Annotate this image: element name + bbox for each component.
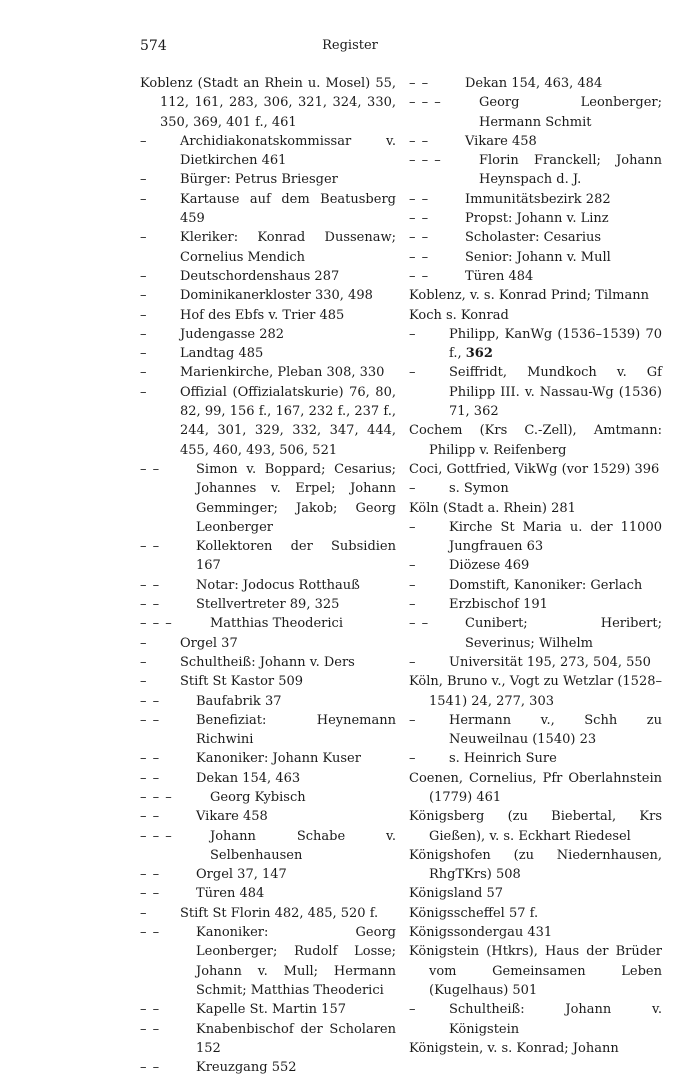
index-entry-text: Knabenbischof der Scholaren 152: [196, 1021, 396, 1056]
index-entry: [409, 1000, 662, 1039]
index-entry-text: Kreuzgang 552: [196, 1060, 297, 1076]
index-entry-text: Immunitätsbezirk 282: [465, 191, 611, 207]
index-entry-text: Orgel 37, 147: [196, 867, 287, 883]
index-entry: [140, 711, 396, 750]
index-entry-text: Orgel 37: [180, 635, 238, 651]
index-entry-text: Stift St Florin 482, 485, 520 f.: [180, 905, 379, 921]
subentry-dash: –: [140, 635, 147, 651]
subentry-dash: – –: [140, 925, 161, 941]
index-entry: [409, 576, 662, 595]
index-entry: [409, 942, 662, 1000]
index-entry-text: Landtag 485: [180, 346, 264, 362]
index-entry-text: Philipp, KanWg (1536–1539) 70 f., 362: [449, 326, 662, 362]
subentry-dash: –: [409, 326, 416, 342]
index-entry: [409, 749, 662, 768]
index-entry-text: Stift St Kastor 509: [180, 674, 304, 690]
index-entry-text: Cochem (Krs C.-Zell), Amtmann: Philipp v. Reifenberg: [409, 423, 662, 458]
index-entry: [140, 460, 396, 537]
index-entry: [409, 807, 662, 846]
index-entry: [409, 74, 662, 93]
bold-page-reference: 362: [465, 346, 493, 362]
index-entry-text: Königssondergau 431: [409, 925, 553, 941]
index-entry-text: Marienkirche, Pleban 308, 330: [180, 365, 385, 381]
index-entry: [140, 653, 396, 672]
index-entry: [140, 614, 396, 633]
index-entry: [140, 672, 396, 691]
index-entry: [409, 556, 662, 575]
index-entry-text: Schultheiß: Johann v. Königstein: [449, 1002, 662, 1037]
index-entry-text: Dekan 154, 463: [196, 770, 301, 786]
index-entry-text: Diözese 469: [449, 558, 530, 574]
index-entry: [140, 692, 396, 711]
index-entry: [409, 190, 662, 209]
subentry-dash: – –: [409, 133, 430, 149]
index-entry-text: Schultheiß: Johann v. Ders: [180, 654, 355, 670]
index-entry: [409, 306, 662, 325]
index-entry: [409, 363, 662, 421]
index-entry-text: Kapelle St. Martin 157: [196, 1002, 346, 1018]
subentry-dash: –: [140, 654, 147, 670]
subentry-dash: – –: [409, 230, 430, 246]
index-entry-text: s. Heinrich Sure: [449, 751, 557, 767]
subentry-dash: – –: [140, 1002, 161, 1018]
index-entry: [140, 807, 396, 826]
subentry-dash: – – –: [140, 789, 173, 805]
index-entry-text: Koch s. Konrad: [409, 307, 509, 323]
index-entry: [140, 228, 396, 267]
index-entry-text: Königstein (Htkrs), Haus der Brüder vom Gemeinsamen Leben (Kugelhaus) 501: [409, 944, 662, 998]
subentry-dash: – – –: [409, 95, 442, 111]
index-entry: [140, 190, 396, 229]
index-entry: [140, 325, 396, 344]
index-entry: [409, 479, 662, 498]
index-entry-text: Stellvertreter 89, 325: [196, 597, 340, 613]
index-entry: [409, 1039, 662, 1058]
index-entry: [409, 904, 662, 923]
subentry-dash: –: [140, 133, 147, 149]
subentry-dash: –: [140, 191, 147, 207]
index-entry: [140, 537, 396, 576]
subentry-dash: – –: [140, 712, 161, 728]
index-entry-text: Universität 195, 273, 504, 550: [449, 654, 651, 670]
index-entry-text: Hof des Ebfs v. Trier 485: [180, 307, 345, 323]
index-entry-text: Kollektoren der Subsidien 167: [196, 539, 396, 574]
index-entry-text: Johann Schabe v. Selbenhausen: [210, 828, 396, 863]
index-entry-text: Kleriker: Konrad Dussenaw; Cornelius Mendich: [180, 230, 396, 265]
subentry-dash: – –: [409, 268, 430, 284]
index-entry-text: Seiffridt, Mundkoch v. Gf Philipp III. v. Nassau-Wg (1536) 71, 362: [449, 365, 662, 420]
index-entry-text: Türen 484: [465, 268, 534, 284]
subentry-dash: –: [140, 674, 147, 690]
subentry-dash: – –: [409, 76, 430, 91]
index-entry-text: Vikare 458: [465, 133, 537, 149]
subentry-dash: – –: [140, 751, 161, 767]
subentry-dash: –: [409, 519, 416, 535]
index-entry: [409, 923, 662, 942]
index-entry: [140, 1000, 396, 1019]
index-column-right: [409, 74, 662, 1058]
subentry-dash: – –: [140, 577, 161, 593]
subentry-dash: –: [140, 230, 147, 246]
index-entry: [140, 383, 396, 460]
index-entry: [409, 672, 662, 711]
index-entry: [409, 653, 662, 672]
subentry-dash: –: [140, 288, 147, 304]
page-number: 574: [140, 38, 167, 54]
index-entry-text: Deutschordenshaus 287: [180, 268, 340, 284]
index-entry: [409, 93, 662, 132]
index-entry-text: Baufabrik 37: [196, 693, 282, 709]
subentry-dash: – –: [140, 867, 161, 883]
index-entry-text: Domstift, Kanoniker: Gerlach: [449, 577, 643, 593]
index-entry-text: Dominikanerkloster 330, 498: [180, 288, 373, 304]
index-entry: [140, 306, 396, 325]
subentry-dash: – – –: [140, 616, 173, 632]
subentry-dash: –: [409, 712, 416, 728]
index-entry: [409, 151, 662, 190]
index-entry: [409, 769, 662, 808]
index-entry-text: Köln (Stadt a. Rhein) 281: [409, 500, 576, 516]
index-entry: [409, 132, 662, 151]
subentry-dash: –: [409, 577, 416, 593]
index-entry-text: Dekan 154, 463, 484: [465, 76, 603, 91]
index-entry-text: Scholaster: Cesarius: [465, 230, 602, 246]
index-entry: [140, 865, 396, 884]
subentry-dash: – – –: [140, 828, 173, 844]
index-entry: [409, 518, 662, 557]
index-entry-text: Offizial (Offizialatskurie) 76, 80, 82, 99, 156 f., 167, 232 f., 237 f., 244, 301, 329, 332, 347, 444, 455, 460, 493, 506, 521: [180, 384, 396, 458]
index-entry-text: Coenen, Cornelius, Pfr Oberlahnstein (1779) 461: [409, 770, 662, 805]
index-entry: [409, 228, 662, 247]
index-entry: [140, 923, 396, 1000]
index-entry: [140, 286, 396, 305]
subentry-dash: – –: [409, 191, 430, 207]
index-entry-text: Georg Leonberger; Hermann Schmit: [479, 95, 662, 130]
index-entry-text: Koblenz, v. s. Konrad Prind; Tilmann: [409, 288, 649, 304]
subentry-dash: –: [409, 1002, 416, 1018]
subentry-dash: – –: [409, 211, 430, 227]
index-entry: [140, 170, 396, 189]
index-entry-text: Königsscheffel 57 f.: [409, 905, 539, 921]
subentry-dash: – –: [140, 770, 161, 786]
subentry-dash: – –: [140, 809, 161, 825]
subentry-dash: – –: [409, 616, 430, 632]
index-entry: [140, 74, 396, 132]
index-entry: [409, 595, 662, 614]
subentry-dash: –: [140, 268, 147, 284]
index-entry-text: Coci, Gottfried, VikWg (vor 1529) 396: [409, 461, 660, 477]
index-entry-text: Benefiziat: Heynemann Richwini: [196, 712, 396, 748]
index-entry-text: Florin Franckell; Johann Heynspach d. J.: [479, 153, 662, 188]
index-entry: [409, 614, 662, 653]
index-entry: [140, 132, 396, 171]
subentry-dash: – – –: [409, 153, 442, 169]
subentry-dash: –: [140, 365, 147, 381]
index-entry-text: Georg Kybisch: [210, 789, 306, 805]
running-head: Register: [322, 38, 378, 53]
subentry-dash: – –: [140, 1060, 161, 1076]
index-entry-text: Cunibert; Heribert; Severinus; Wilhelm: [465, 616, 662, 651]
index-entry: [140, 788, 396, 807]
index-entry-text: Hermann v., Schh zu Neuweilnau (1540) 23: [449, 712, 662, 748]
index-entry: [409, 325, 662, 364]
index-entry-text: Türen 484: [196, 886, 265, 902]
index-entry-text: Kanoniker: Johann Kuser: [196, 751, 361, 767]
subentry-dash: –: [409, 597, 416, 613]
index-entry: [140, 1058, 396, 1077]
index-entry: [409, 209, 662, 228]
index-entry-text: s. Symon: [449, 481, 509, 497]
index-entry: [409, 846, 662, 885]
index-entry-text: Simon v. Boppard; Cesarius; Johannes v. Erpel; Johann Gemminger; Jakob; Georg Leonberger: [196, 461, 396, 535]
index-entry: [140, 595, 396, 614]
index-entry: [140, 344, 396, 363]
subentry-dash: –: [409, 365, 416, 381]
subentry-dash: – –: [140, 461, 161, 477]
subentry-dash: –: [140, 384, 147, 400]
index-entry-text: Koblenz (Stadt an Rhein u. Mosel) 55, 112, 161, 283, 306, 321, 324, 330, 350, 369, 401 f., 461: [140, 76, 396, 130]
index-entry-text: Propst: Johann v. Linz: [465, 211, 609, 227]
index-entry: [140, 749, 396, 768]
subentry-dash: –: [140, 346, 147, 362]
index-entry-text: Köln, Bruno v., Vogt zu Wetzlar (1528–1541) 24, 277, 303: [409, 674, 662, 709]
subentry-dash: – –: [140, 886, 161, 902]
index-column-left: [140, 74, 396, 1077]
index-entry: [140, 884, 396, 903]
index-entry: [409, 711, 662, 750]
index-entry: [409, 884, 662, 903]
subentry-dash: – –: [140, 597, 161, 613]
index-entry-text: Königsberg (zu Biebertal, Krs Gießen), v. s. Eckhart Riedesel: [409, 809, 662, 844]
subentry-dash: –: [409, 751, 416, 767]
index-entry-text: Vikare 458: [196, 809, 268, 825]
subentry-dash: –: [409, 654, 416, 670]
index-entry: [409, 286, 662, 305]
index-entry: [140, 1020, 396, 1059]
index-entry-text: Kirche St Maria u. der 11000 Jungfrauen 63: [449, 519, 662, 555]
index-entry-text: Königstein, v. s. Konrad; Johann: [409, 1040, 619, 1056]
subentry-dash: – –: [140, 1021, 161, 1037]
index-entry-text: Erzbischof 191: [449, 597, 548, 613]
index-entry-text: Königshofen (zu Niedernhausen, RhgTKrs) 508: [409, 847, 662, 883]
index-entry: [409, 267, 662, 286]
subentry-dash: –: [409, 558, 416, 574]
subentry-dash: –: [140, 326, 147, 342]
index-entry-text: Kartause auf dem Beatusberg 459: [180, 191, 396, 227]
index-entry: [140, 267, 396, 286]
index-entry: [409, 421, 662, 460]
page-header: [0, 38, 700, 60]
index-entry-text: Königsland 57: [409, 886, 503, 902]
index-entry-text: Judengasse 282: [180, 326, 285, 342]
subentry-dash: –: [140, 905, 147, 921]
subentry-dash: –: [140, 172, 147, 188]
subentry-dash: – –: [409, 249, 430, 265]
subentry-dash: –: [140, 307, 147, 323]
index-entry: [140, 363, 396, 382]
index-entry: [140, 576, 396, 595]
subentry-dash: –: [409, 481, 416, 497]
index-entry-text: Archidiakonatskommissar v. Dietkirchen 461: [180, 133, 396, 169]
index-entry-text: Senior: Johann v. Mull: [465, 249, 611, 265]
subentry-dash: – –: [140, 693, 161, 709]
index-entry-text: Bürger: Petrus Briesger: [180, 172, 338, 188]
index-entry: [409, 248, 662, 267]
subentry-dash: – –: [140, 539, 161, 555]
index-entry-text: Matthias Theoderici: [210, 616, 343, 632]
index-entry: [140, 769, 396, 788]
index-entry: [140, 904, 396, 923]
index-entry-text: Kanoniker: Georg Leonberger; Rudolf Losse; Johann v. Mull; Hermann Schmit; Matthias Theoderici: [196, 925, 396, 998]
index-entry: [409, 499, 662, 518]
index-entry: [409, 460, 662, 479]
index-entry: [140, 634, 396, 653]
index-entry-text: Notar: Jodocus Rotthauß: [196, 577, 360, 593]
index-entry: [140, 827, 396, 866]
